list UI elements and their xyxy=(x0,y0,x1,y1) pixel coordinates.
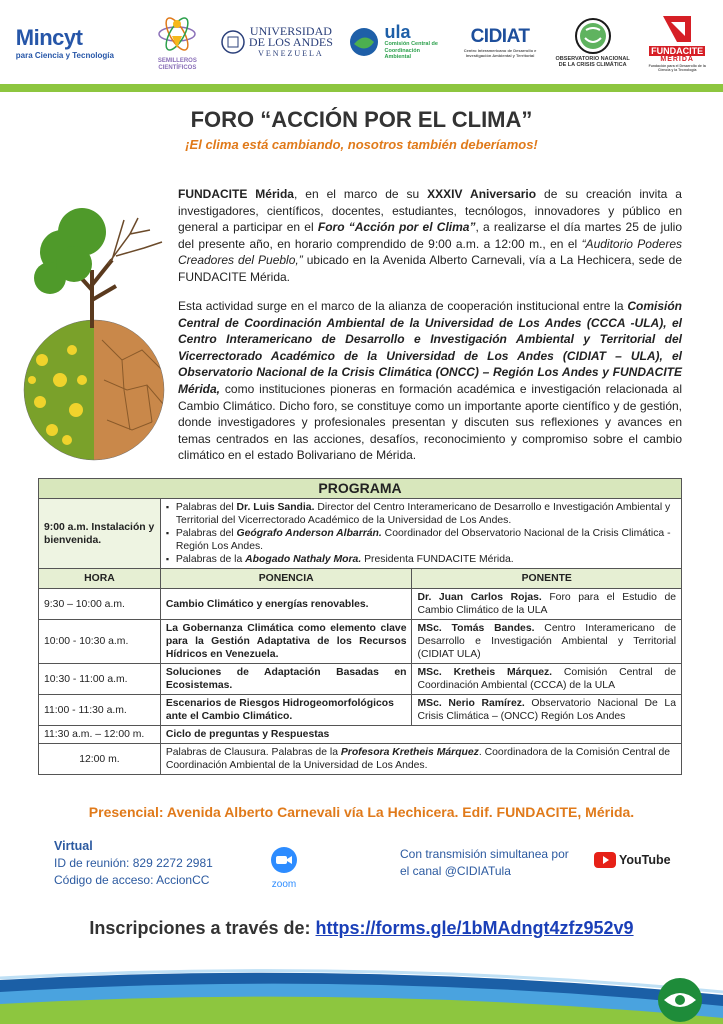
virtual-info xyxy=(54,838,213,889)
speaker-name: Geógrafo Anderson Albarrán. xyxy=(236,528,382,539)
row-time: 11:00 - 11:30 a.m. xyxy=(39,695,161,726)
ula-globe-icon xyxy=(348,26,380,58)
col-header-ponente: PONENTE xyxy=(412,569,682,589)
speaker-name: Dr. Luis Sandia. xyxy=(236,502,315,513)
oncc-subtext: DE LA CRISIS CLIMÁTICA xyxy=(558,62,627,68)
registration xyxy=(0,918,723,939)
table-row xyxy=(39,589,682,620)
page-title: FORO “ACCIÓN POR EL CLIMA” xyxy=(190,107,533,132)
university-seal-icon xyxy=(221,28,245,56)
registration-label: Inscripciones a través de: xyxy=(89,918,316,938)
opening-speeches xyxy=(160,499,681,569)
ula-ccca-logo xyxy=(348,23,446,61)
org-name: FUNDACITE Mérida xyxy=(178,187,294,201)
stream-line-1: Con transmisión simultanea por xyxy=(400,847,569,861)
stream-line-2[interactable]: el canal @CIDIATula xyxy=(400,864,511,878)
row-time: 10:30 - 11:00 a.m. xyxy=(39,664,161,695)
access-code: Código de acceso: AccionCC xyxy=(54,873,210,887)
fundacite-mark-icon xyxy=(657,12,697,46)
logo-strip xyxy=(0,0,723,84)
stream-info xyxy=(400,846,569,880)
speaker-name: MSc. Kretheis Márquez. xyxy=(417,667,553,678)
semilleros-text: SEMILLEROS CIENTÍFICOS xyxy=(157,58,197,71)
mincyt-logo-text: Mincyt xyxy=(15,24,83,50)
text-run: Esta actividad surge en el marco de la alianza de cooperación institucional entre la xyxy=(178,299,628,313)
oncc-logo xyxy=(554,16,632,68)
text-run: Coordinador del Observatorio Nacional de la Crisis Climática - Región Los Andes. xyxy=(175,528,671,552)
speaker-affiliation: Observatorio Nacional De La Crisis Climática – (ONCC) Región Los Andes xyxy=(417,698,676,722)
closing-text xyxy=(160,744,681,775)
youtube-play-icon xyxy=(594,852,616,868)
fundacite-logo xyxy=(647,12,707,72)
virtual-heading: Virtual xyxy=(54,839,93,853)
row-speaker xyxy=(412,620,682,664)
youtube-label: YouTube xyxy=(619,853,671,867)
row-talk xyxy=(160,620,412,664)
anniversary: XXXIV Aniversario xyxy=(427,187,537,201)
text-run: de su creación invita a investigadores, científicos, docentes, estudiantes, tecnólogos, innovadores y público en general a participar en el xyxy=(178,187,682,235)
registration-link[interactable]: https://forms.gle/1bMAdngt4zfz952v9 xyxy=(315,918,634,938)
fundacite-subtext: MÉRIDA xyxy=(660,56,694,63)
text-run: Presidenta FUNDACITE Mérida. xyxy=(361,554,514,565)
row-speaker xyxy=(412,695,682,726)
fundacite-tagline: Fundación para el Desarrollo de la Ciencia y la Tecnología xyxy=(648,64,706,72)
speaker-name: MSc. Tomás Bandes. xyxy=(417,623,535,634)
footer-wave xyxy=(0,940,723,1024)
text-run: Palabras de la xyxy=(175,554,246,565)
text-run: Palabras del xyxy=(175,528,237,539)
cidiat-subtext: Centro Interamericano de Desarrollo e Investigación Ambiental y Territorial xyxy=(463,48,537,58)
fundacite-text: FUNDACITE xyxy=(651,46,704,56)
institutions: Comisión Central de Coordinación Ambiental de la Universidad de Los Andes (CCCA -ULA), el Centro Interamericano de Desarrollo e Investigación Ambiental y Territorial del Vicerrectorado Académico de la Universidad de Los Andes (CIDIAT – ULA), el Observatorio Nacional de la Crisis Climática (ONCC) – Región Los Andes y FUNDACITE Mérida, xyxy=(178,299,682,396)
header-divider xyxy=(0,84,723,92)
zoom-logo[interactable] xyxy=(266,846,302,890)
opening-time: 9:00 a.m. Instalación y bienvenida. xyxy=(39,499,161,569)
ula-ccca-text: ula xyxy=(384,22,411,43)
venue-name: “Auditorio Poderes Creadores del Pueblo,” xyxy=(178,236,682,268)
atom-icon xyxy=(157,12,197,58)
speaker-affiliation: Centro Interamericano de Desarrollo e Investigación Ambiental y Territorial (CIDIAT ULA) xyxy=(417,623,676,660)
row-talk xyxy=(160,695,412,726)
table-row xyxy=(39,664,682,695)
intro-paragraph-1 xyxy=(178,186,682,286)
qa-text xyxy=(160,726,681,744)
row-talk xyxy=(160,589,412,620)
speaker-affiliation: Foro para el Estudio de Cambio Climático de la ULA xyxy=(417,592,676,616)
zoom-label: zoom xyxy=(271,879,297,890)
row-talk xyxy=(160,664,412,695)
ula-uni-line1: UNIVERSIDAD xyxy=(249,23,332,38)
table-row xyxy=(39,744,682,775)
opening-item xyxy=(166,553,676,566)
ula-uni-line3: VENEZUELA xyxy=(258,48,324,58)
text-run: , en el marco de su xyxy=(293,187,428,201)
youtube-logo[interactable] xyxy=(594,852,671,868)
closing-time: 12:00 m. xyxy=(39,744,161,775)
col-header-ponencia: PONENCIA xyxy=(160,569,412,589)
text-run: Palabras del xyxy=(175,502,237,513)
ula-uni-line2: DE LOS ANDES xyxy=(248,34,333,49)
row-time: 10:00 - 10:30 a.m. xyxy=(39,620,161,664)
qa-time: 11:30 a.m. – 12:00 m. xyxy=(39,726,161,744)
program-heading: PROGRAMA xyxy=(39,479,682,499)
zoom-icon xyxy=(270,846,298,874)
text-run: Director del Centro Interamericano de Desarrollo e Investigación Ambiental y Territorial del Vicerrectorado Académico de la Universidad de Los Andes. xyxy=(175,502,671,526)
text-run: como instituciones pioneras en formación académica e investigación relacionada al Cambio Climático. Dicho foro, se constituye como un importante aporte científico y de gestión, donde investigadores y profesionales presentan y discuten sus reflexiones y avances en temas centrados en las acciones, desafíos, reconocimiento y compromiso sobre el cambio climático en el estado Bolivariano de Mérida. xyxy=(178,381,682,463)
forum-name: “Acción por el Clima” xyxy=(344,220,476,235)
ula-ccca-subtext: Comisión Central de Coordinación Ambiental xyxy=(384,41,438,61)
talk-title: La Gobernanza Climática como elemento clave para la Gestión Adaptativa de los Recursos Hídricos en Venezuela. xyxy=(165,623,407,660)
table-row xyxy=(39,726,682,744)
intro-paragraph-2 xyxy=(178,298,682,464)
climate-earth-illustration xyxy=(12,190,172,470)
row-speaker xyxy=(412,589,682,620)
in-person-location: Presencial: Avenida Alberto Carnevali vía La Hechicera. Edif. FUNDACITE, Mérida. xyxy=(88,804,635,820)
ula-university-logo xyxy=(221,23,333,59)
text-run: Palabras de Clausura. Palabras de la xyxy=(165,747,341,758)
speaker-name: Dr. Juan Carlos Rojas. xyxy=(417,592,542,603)
speaker-affiliation: Comisión Central de Coordinación Ambiental (CCCA) de la ULA xyxy=(417,667,676,691)
cidiat-logo xyxy=(462,26,538,58)
qa-label: Ciclo de preguntas y Respuestas xyxy=(165,729,330,740)
page-subtitle: ¡El clima está cambiando, nosotros también deberíamos! xyxy=(185,137,538,152)
opening-item xyxy=(166,527,676,553)
row-time: 9:30 – 10:00 a.m. xyxy=(39,589,161,620)
talk-title: Cambio Climático y energías renovables. xyxy=(165,598,369,610)
speaker-name: Profesora Kretheis Márquez xyxy=(340,747,479,758)
speaker-name: MSc. Nerio Ramírez. xyxy=(417,698,525,709)
semilleros-logo xyxy=(149,12,205,72)
table-row xyxy=(39,695,682,726)
forum-word: Foro xyxy=(317,220,345,235)
cidiat-text: CIDIAT xyxy=(470,26,530,47)
oncc-globe-icon xyxy=(573,16,613,56)
text-run: , a realizarse el día martes 25 de julio del presente año, en horario comprendido de 9:00 a.m. a 12:00 m., en el xyxy=(178,220,683,251)
row-speaker xyxy=(412,664,682,695)
opening-item xyxy=(166,501,676,527)
mincyt-logo xyxy=(16,25,134,60)
table-row xyxy=(39,620,682,664)
talk-title: Escenarios de Riesgos Hidrogeomorfológicos ante el Cambio Climático. xyxy=(165,698,394,722)
eye-pupil-icon xyxy=(675,995,685,1005)
text-run: ubicado en la Avenida Alberto Carnevali, vía a La Hechicera, sede de FUNDACITE Mérida. xyxy=(178,253,683,284)
col-header-hora: HORA xyxy=(39,569,161,589)
oncc-text: OBSERVATORIO NACIONAL xyxy=(555,56,630,62)
speaker-name: Abogado Nathaly Mora. xyxy=(245,554,362,565)
meeting-id: ID de reunión: 829 2272 2981 xyxy=(54,856,213,870)
mincyt-logo-subtext: para Ciencia y Tecnología xyxy=(15,50,114,60)
talk-title: Soluciones de Adaptación Basadas en Ecosistemas. xyxy=(165,667,407,691)
program-table xyxy=(38,478,682,775)
text-run: . Coordinadora de la Comisión Central de Coordinación Ambiental de la Universidad de Los Andes. xyxy=(165,747,671,771)
